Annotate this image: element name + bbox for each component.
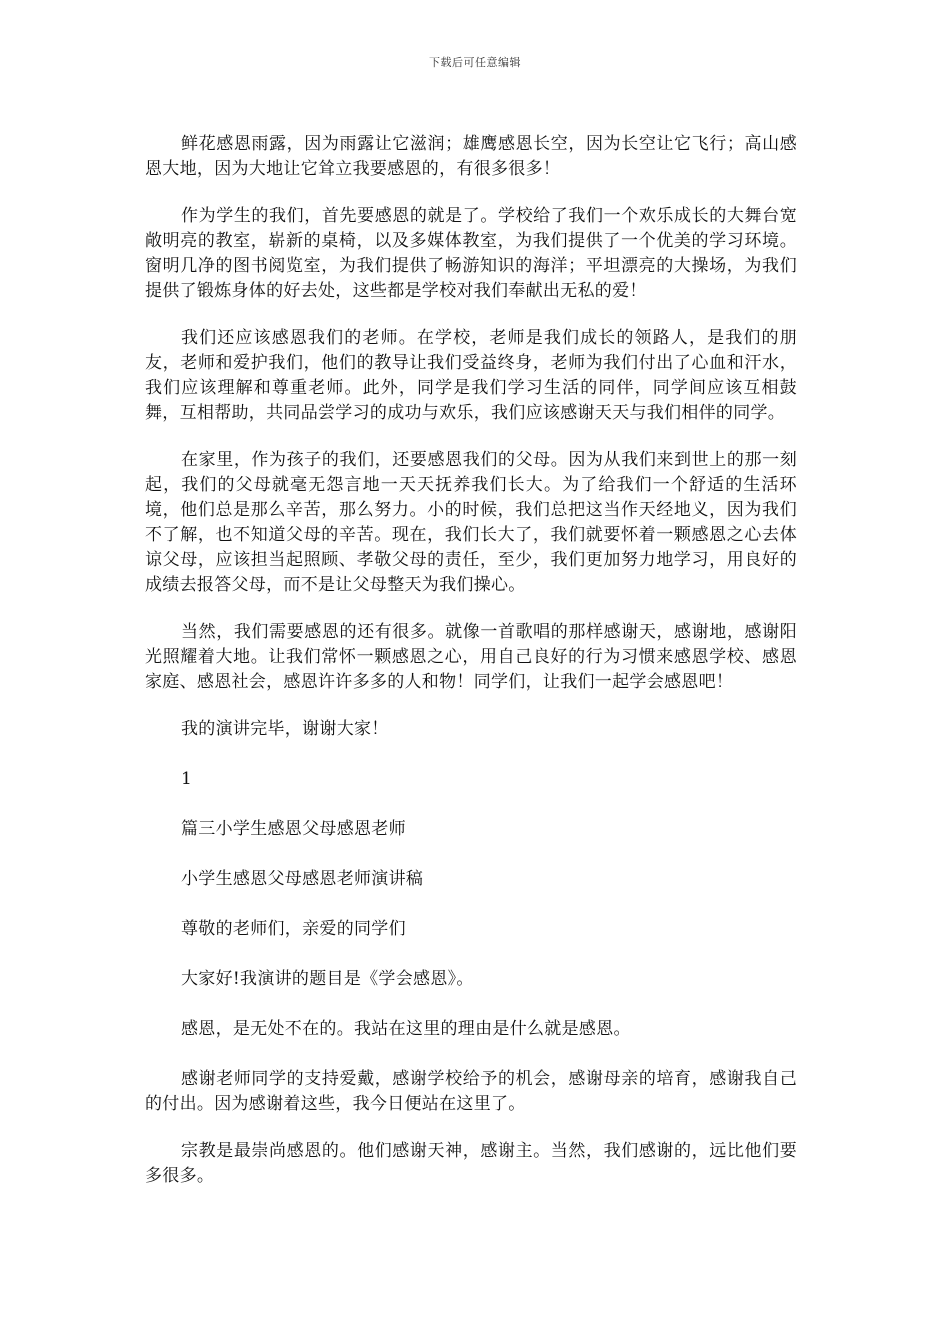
greeting: 大家好!我演讲的题目是《学会感恩》。 bbox=[181, 969, 474, 989]
paragraph-closing: 我的演讲完毕，谢谢大家！ bbox=[181, 719, 389, 739]
paragraph-thanks: 感谢老师同学的支持爱戴，感谢学校给予的机会，感谢母亲的培育，感谢我自己的付出。因为感谢着这些，我今日便站在这里了。 bbox=[145, 1069, 797, 1114]
salutation: 尊敬的老师们，亲爱的同学们 bbox=[181, 919, 406, 939]
document-body bbox=[145, 132, 797, 1211]
paragraph-religion: 宗教是最崇尚感恩的。他们感谢天神，感谢主。当然，我们感谢的，远比他们要多很多。 bbox=[145, 1141, 797, 1186]
section-title: 篇三小学生感恩父母感恩老师 bbox=[181, 819, 406, 839]
paragraph-parents: 在家里，作为孩子的我们，还要感恩我们的父母。因为从我们来到世上的那一刻起，我们的父母就毫无怨言地一天天抚养我们长大。为了给我们一个舒适的生活环境，他们总是那么辛苦，那么努力。小的时候，我们总把这当作天经地义，因为我们不了解，也不知道父母的辛苦。现在，我们长大了，我们就要怀着一颗感恩之心去体谅父母，应该担当起照顾、孝敬父母的责任，至少，我们更加努力地学习，用良好的成绩去报答父母，而不是让父母整天为我们操心。 bbox=[145, 450, 797, 595]
paragraph-gratitude-intro: 鲜花感恩雨露，因为雨露让它滋润；雄鹰感恩长空，因为长空让它飞行；高山感恩大地，因为大地让它耸立我要感恩的，有很多很多！ bbox=[145, 134, 797, 179]
speech-title: 小学生感恩父母感恩老师演讲稿 bbox=[181, 869, 424, 889]
paragraph-conclusion: 当然，我们需要感恩的还有很多。就像一首歌唱的那样感谢天，感谢地，感谢阳光照耀着大地。让我们常怀一颗感恩之心，用自己良好的行为习惯来感恩学校、感恩家庭、感恩社会，感恩许许多多的人和物！同学们，让我们一起学会感恩吧！ bbox=[145, 622, 797, 692]
page-number: 1 bbox=[181, 769, 193, 789]
page-header: 下载后可任意编辑 bbox=[429, 56, 521, 69]
paragraph-gratitude-everywhere: 感恩，是无处不在的。我站在这里的理由是什么就是感恩。 bbox=[181, 1019, 631, 1039]
paragraph-teachers: 我们还应该感恩我们的老师。在学校，老师是我们成长的领路人，是我们的朋友，老师和爱护我们，他们的教导让我们受益终身，老师为我们付出了心血和汗水，我们应该理解和尊重老师。此外，同学是我们学习生活的同伴，同学间应该互相鼓舞，互相帮助，共同品尝学习的成功与欢乐，我们应该感谢天天与我们相伴的同学。 bbox=[145, 328, 797, 423]
paragraph-school: 作为学生的我们，首先要感恩的就是了。学校给了我们一个欢乐成长的大舞台宽敞明亮的教室，崭新的桌椅，以及多媒体教室，为我们提供了一个优美的学习环境。窗明几净的图书阅览室，为我们提供了畅游知识的海洋；平坦漂亮的大操场，为我们提供了锻炼身体的好去处，这些都是学校对我们奉献出无私的爱！ bbox=[145, 206, 797, 301]
